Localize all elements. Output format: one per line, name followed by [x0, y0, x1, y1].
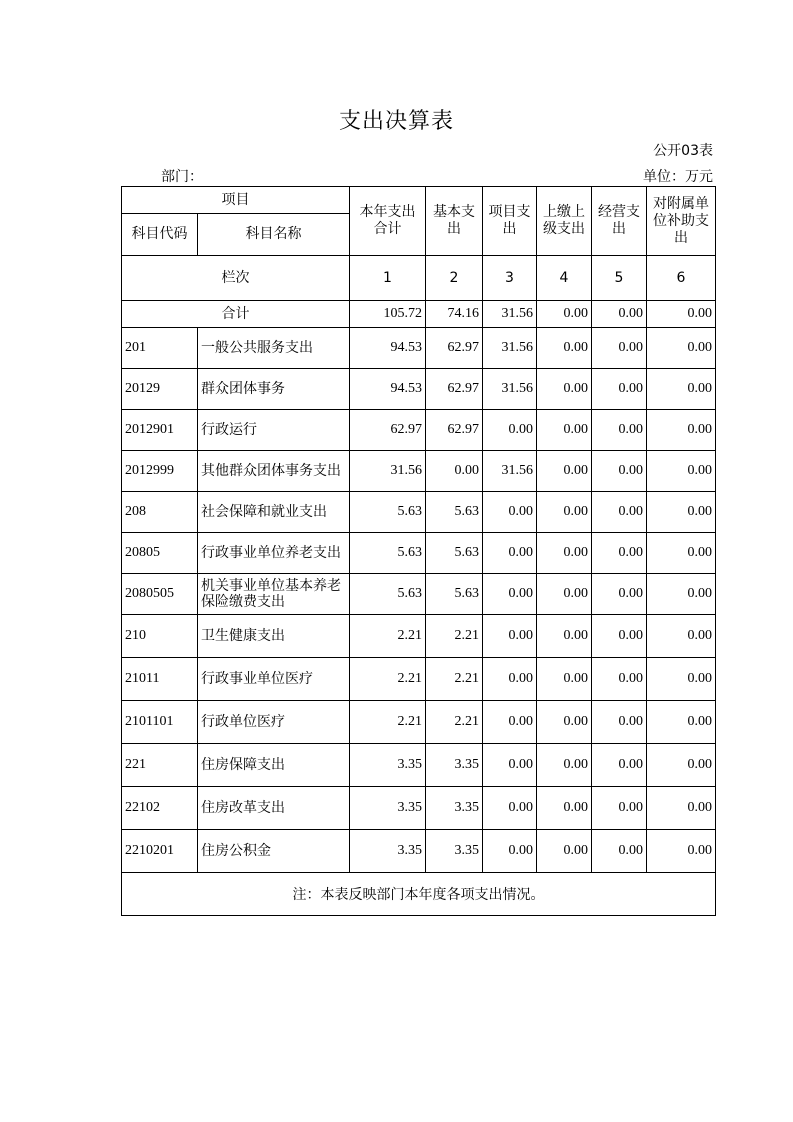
- amount-cell: 0.00: [647, 369, 716, 410]
- amount-cell: 0.00: [592, 615, 647, 658]
- amount-cell: 0.00: [592, 701, 647, 744]
- amount-cell: 31.56: [483, 451, 537, 492]
- amount-cell: 94.53: [350, 369, 426, 410]
- amount-cell: 5.63: [426, 492, 483, 533]
- unit-label: 单位：万元: [643, 169, 713, 185]
- amount-cell: 0.00: [592, 830, 647, 873]
- header-name: 科目名称: [198, 214, 350, 256]
- amount-cell: 0.00: [592, 328, 647, 369]
- index-cell: 1: [350, 256, 426, 301]
- total-value: 0.00: [537, 301, 592, 328]
- amount-cell: 0.00: [537, 830, 592, 873]
- subject-name: 住房公积金: [198, 830, 350, 873]
- subject-code: 221: [122, 744, 198, 787]
- amount-cell: 3.35: [426, 744, 483, 787]
- amount-cell: 0.00: [483, 533, 537, 574]
- table-row: [122, 744, 716, 787]
- amount-cell: 0.00: [537, 533, 592, 574]
- amount-cell: 3.35: [350, 787, 426, 830]
- total-value: 105.72: [350, 301, 426, 328]
- subject-name: 卫生健康支出: [198, 615, 350, 658]
- table-row: [122, 830, 716, 873]
- index-cell: 3: [483, 256, 537, 301]
- amount-cell: 0.00: [537, 451, 592, 492]
- amount-cell: 0.00: [592, 574, 647, 615]
- table-note: 注：本表反映部门本年度各项支出情况。: [122, 873, 716, 916]
- amount-cell: 62.97: [350, 410, 426, 451]
- amount-cell: 0.00: [647, 574, 716, 615]
- subject-code: 201: [122, 328, 198, 369]
- amount-cell: 0.00: [483, 410, 537, 451]
- header-col5: 经营支出: [592, 187, 647, 256]
- amount-cell: 0.00: [647, 744, 716, 787]
- amount-cell: 31.56: [483, 328, 537, 369]
- amount-cell: 5.63: [350, 533, 426, 574]
- amount-cell: 0.00: [537, 369, 592, 410]
- note-row: [122, 873, 716, 916]
- subject-code: 2012901: [122, 410, 198, 451]
- subject-name: 机关事业单位基本养老保险缴费支出: [198, 574, 350, 615]
- amount-cell: 0.00: [592, 658, 647, 701]
- amount-cell: 31.56: [350, 451, 426, 492]
- amount-cell: 0.00: [592, 744, 647, 787]
- amount-cell: 0.00: [647, 701, 716, 744]
- subject-name: 住房保障支出: [198, 744, 350, 787]
- amount-cell: 0.00: [592, 369, 647, 410]
- subject-name: 一般公共服务支出: [198, 328, 350, 369]
- table-row: [122, 615, 716, 658]
- total-label: 合计: [122, 301, 350, 328]
- amount-cell: 0.00: [592, 787, 647, 830]
- subject-name: 行政事业单位医疗: [198, 658, 350, 701]
- amount-cell: 2.21: [350, 701, 426, 744]
- amount-cell: 0.00: [647, 787, 716, 830]
- amount-cell: 0.00: [537, 701, 592, 744]
- amount-cell: 0.00: [537, 410, 592, 451]
- subject-code: 2080505: [122, 574, 198, 615]
- amount-cell: 0.00: [483, 701, 537, 744]
- subject-name: 社会保障和就业支出: [198, 492, 350, 533]
- index-cell: 5: [592, 256, 647, 301]
- header-col1: 本年支出合计: [350, 187, 426, 256]
- amount-cell: 0.00: [647, 830, 716, 873]
- amount-cell: 0.00: [426, 451, 483, 492]
- amount-cell: 0.00: [592, 533, 647, 574]
- index-row: [122, 256, 716, 301]
- total-value: 74.16: [426, 301, 483, 328]
- table-row: [122, 701, 716, 744]
- amount-cell: 5.63: [426, 533, 483, 574]
- amount-cell: 0.00: [592, 492, 647, 533]
- subject-name: 行政运行: [198, 410, 350, 451]
- table-row: [122, 369, 716, 410]
- amount-cell: 0.00: [647, 451, 716, 492]
- amount-cell: 0.00: [483, 830, 537, 873]
- amount-cell: 2.21: [426, 658, 483, 701]
- subject-code: 2101101: [122, 701, 198, 744]
- subject-code: 21011: [122, 658, 198, 701]
- amount-cell: 62.97: [426, 328, 483, 369]
- table-row: [122, 410, 716, 451]
- table-row: [122, 787, 716, 830]
- amount-cell: 5.63: [426, 574, 483, 615]
- amount-cell: 0.00: [647, 615, 716, 658]
- total-value: 0.00: [592, 301, 647, 328]
- amount-cell: 0.00: [537, 328, 592, 369]
- amount-cell: 94.53: [350, 328, 426, 369]
- header-col3: 项目支出: [483, 187, 537, 256]
- table-row: [122, 451, 716, 492]
- amount-cell: 0.00: [537, 574, 592, 615]
- amount-cell: 0.00: [647, 658, 716, 701]
- table-row: [122, 658, 716, 701]
- table-row: [122, 533, 716, 574]
- amount-cell: 0.00: [537, 492, 592, 533]
- amount-cell: 0.00: [483, 615, 537, 658]
- amount-cell: 0.00: [537, 744, 592, 787]
- amount-cell: 5.63: [350, 492, 426, 533]
- table-row: [122, 328, 716, 369]
- subject-name: 群众团体事务: [198, 369, 350, 410]
- amount-cell: 0.00: [647, 410, 716, 451]
- amount-cell: 0.00: [537, 615, 592, 658]
- subject-code: 210: [122, 615, 198, 658]
- header-item: 项目: [122, 187, 350, 214]
- amount-cell: 0.00: [537, 787, 592, 830]
- amount-cell: 0.00: [483, 658, 537, 701]
- subject-name: 行政事业单位养老支出: [198, 533, 350, 574]
- index-label: 栏次: [122, 256, 350, 301]
- subject-code: 20129: [122, 369, 198, 410]
- amount-cell: 2.21: [426, 701, 483, 744]
- amount-cell: 5.63: [350, 574, 426, 615]
- amount-cell: 0.00: [483, 492, 537, 533]
- subject-name: 其他群众团体事务支出: [198, 451, 350, 492]
- amount-cell: 0.00: [647, 328, 716, 369]
- header-col6: 对附属单位补助支出: [647, 187, 716, 256]
- amount-cell: 0.00: [537, 658, 592, 701]
- total-row: [122, 301, 716, 328]
- amount-cell: 62.97: [426, 410, 483, 451]
- amount-cell: 3.35: [350, 830, 426, 873]
- amount-cell: 2.21: [350, 615, 426, 658]
- index-cell: 2: [426, 256, 483, 301]
- amount-cell: 0.00: [483, 574, 537, 615]
- amount-cell: 0.00: [592, 410, 647, 451]
- form-number: 公开03表: [653, 143, 713, 159]
- page-title: 支出决算表: [338, 109, 454, 134]
- total-value: 0.00: [647, 301, 716, 328]
- amount-cell: 0.00: [483, 744, 537, 787]
- amount-cell: 0.00: [483, 787, 537, 830]
- amount-cell: 0.00: [592, 451, 647, 492]
- header-col4: 上缴上级支出: [537, 187, 592, 256]
- subject-code: 208: [122, 492, 198, 533]
- amount-cell: 3.35: [350, 744, 426, 787]
- amount-cell: 3.35: [426, 787, 483, 830]
- header-code: 科目代码: [122, 214, 198, 256]
- amount-cell: 2.21: [426, 615, 483, 658]
- total-value: 31.56: [483, 301, 537, 328]
- header-row-1: [122, 187, 716, 214]
- expenditure-table: [121, 186, 716, 916]
- header-col2: 基本支出: [426, 187, 483, 256]
- index-cell: 6: [647, 256, 716, 301]
- amount-cell: 0.00: [647, 492, 716, 533]
- subject-code: 2210201: [122, 830, 198, 873]
- amount-cell: 2.21: [350, 658, 426, 701]
- department-label: 部门：: [161, 169, 203, 185]
- subject-code: 22102: [122, 787, 198, 830]
- table-row: [122, 574, 716, 615]
- amount-cell: 3.35: [426, 830, 483, 873]
- amount-cell: 62.97: [426, 369, 483, 410]
- amount-cell: 0.00: [647, 533, 716, 574]
- index-cell: 4: [537, 256, 592, 301]
- subject-code: 2012999: [122, 451, 198, 492]
- subject-name: 住房改革支出: [198, 787, 350, 830]
- table-row: [122, 492, 716, 533]
- subject-name: 行政单位医疗: [198, 701, 350, 744]
- subject-code: 20805: [122, 533, 198, 574]
- amount-cell: 31.56: [483, 369, 537, 410]
